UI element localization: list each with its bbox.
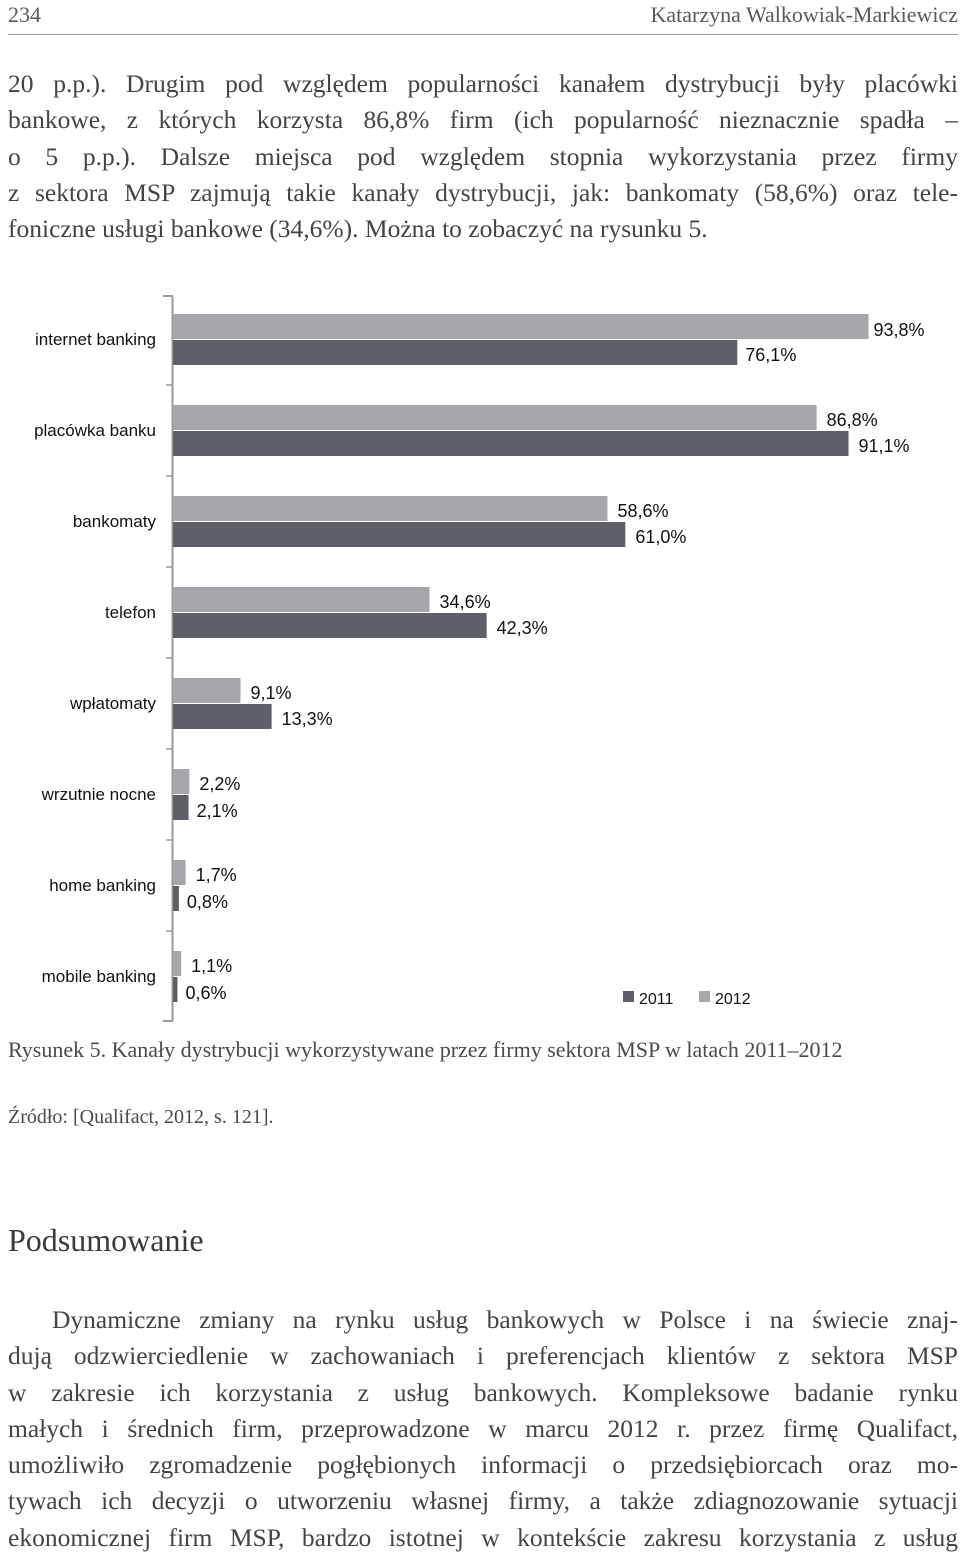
category-label: bankomaty — [72, 512, 156, 531]
bar-2012 — [173, 405, 817, 430]
value-label-2011: 76,1% — [745, 345, 797, 365]
bar-2012 — [173, 678, 240, 703]
value-label-2012: 34,6% — [439, 592, 491, 612]
bar-2011 — [173, 886, 179, 911]
value-label-2012: 1,7% — [195, 865, 237, 885]
bar-2011 — [173, 340, 737, 365]
paragraph-line: Dynamiczne zmiany na rynku usług bankowych w Polsce i na świecie znaj- — [52, 1305, 958, 1334]
bar-2012 — [173, 769, 189, 794]
value-label-2011: 42,3% — [496, 618, 548, 638]
value-label-2011: 91,1% — [858, 436, 910, 456]
paragraph-line: z sektora MSP zajmują takie kanały dystrybucji, jak: bankomaty (58,6%) oraz tele- — [8, 177, 958, 207]
value-label-2012: 58,6% — [617, 501, 669, 521]
bar-2011 — [173, 977, 177, 1002]
legend-label-2011: 2011 — [639, 991, 674, 1008]
figure-caption: Rysunek 5. Kanały dystrybucji wykorzystywane przez firmy sektora MSP w latach 2011–2012 — [8, 1037, 843, 1062]
bar-2012 — [173, 951, 181, 976]
bar-2011 — [173, 522, 625, 547]
paragraph-line: tywach ich decyzji o utworzeniu własnej firmy, a także zdiagnozowanie sytuacji — [8, 1486, 958, 1516]
value-label-2012: 1,1% — [191, 956, 233, 976]
paragraph-line: umożliwiło zgromadzenie pogłębionych informacji o przedsiębiorcach oraz mo- — [8, 1450, 958, 1480]
value-label-2012: 9,1% — [250, 683, 292, 703]
legend-swatch-2011 — [623, 991, 634, 1002]
legend-label-2012: 2012 — [715, 991, 751, 1008]
bar-2012 — [173, 496, 608, 521]
bar-2011 — [173, 704, 272, 729]
value-label-2011: 2,1% — [196, 801, 238, 821]
category-label: wrzutnie nocne — [41, 785, 156, 804]
category-label: home banking — [49, 876, 156, 895]
figure-source: Źródło: [Qualifact, 2012, s. 121]. — [8, 1106, 274, 1128]
category-label: wpłatomaty — [70, 694, 156, 713]
paragraph-line: 20 p.p.). Drugim pod względem popularności kanałem dystrybucji były placówki — [8, 69, 958, 98]
category-label: mobile banking — [41, 967, 156, 986]
running-header — [8, 0, 958, 35]
paragraph-line: małych i średnich firm, przeprowadzone w marcu 2012 r. przez firmę Qualifact, — [8, 1413, 958, 1443]
paragraph-line: o 5 p.p.). Dalsze miejsca pod względem stopnia wykorzystania przez firmy — [8, 141, 958, 171]
category-label: telefon — [104, 603, 156, 622]
value-label-2011: 61,0% — [635, 527, 687, 547]
body-paragraph-2 — [8, 1302, 958, 1556]
paragraph-line: bankowe, z których korzysta 86,8% firm (ich popularność nieznacznie spadła – — [8, 105, 958, 135]
bar-2012 — [173, 860, 186, 885]
body-paragraph-1 — [8, 66, 958, 247]
paragraph-line: w zakresie ich korzystania z usług bankowych. Kompleksowe badanie rynku — [8, 1377, 958, 1407]
bar-2011 — [173, 795, 189, 820]
legend-swatch-2012 — [699, 991, 710, 1002]
bar-2011 — [173, 613, 487, 638]
value-label-2012: 93,8% — [873, 320, 925, 340]
bar-2012 — [173, 314, 869, 339]
bar-2012 — [173, 587, 430, 612]
value-label-2011: 13,3% — [281, 709, 333, 729]
running-author: Katarzyna Walkowiak-Markiewicz — [650, 2, 958, 27]
bar-2011 — [173, 431, 849, 456]
paragraph-line: dują odzwierciedlenie w zachowaniach i preferencjach klientów z sektora MSP — [8, 1341, 958, 1371]
paragraph-line: foniczne usługi bankowe (34,6%). Można to zobaczyć na rysunku 5. — [8, 214, 708, 244]
paragraph-line: ekonomicznej firm MSP, bardzo istotnej w kontekście zakresu korzystania z usług — [8, 1522, 958, 1552]
value-label-2011: 0,8% — [186, 892, 228, 912]
bar-chart — [0, 288, 960, 1028]
page-number: 234 — [8, 2, 41, 27]
value-label-2011: 0,6% — [185, 983, 227, 1003]
section-title: Podsumowanie — [8, 1222, 204, 1258]
value-label-2012: 2,2% — [199, 774, 241, 794]
category-label: placówka banku — [34, 421, 156, 440]
value-label-2012: 86,8% — [826, 410, 878, 430]
category-label: internet banking — [35, 330, 156, 349]
